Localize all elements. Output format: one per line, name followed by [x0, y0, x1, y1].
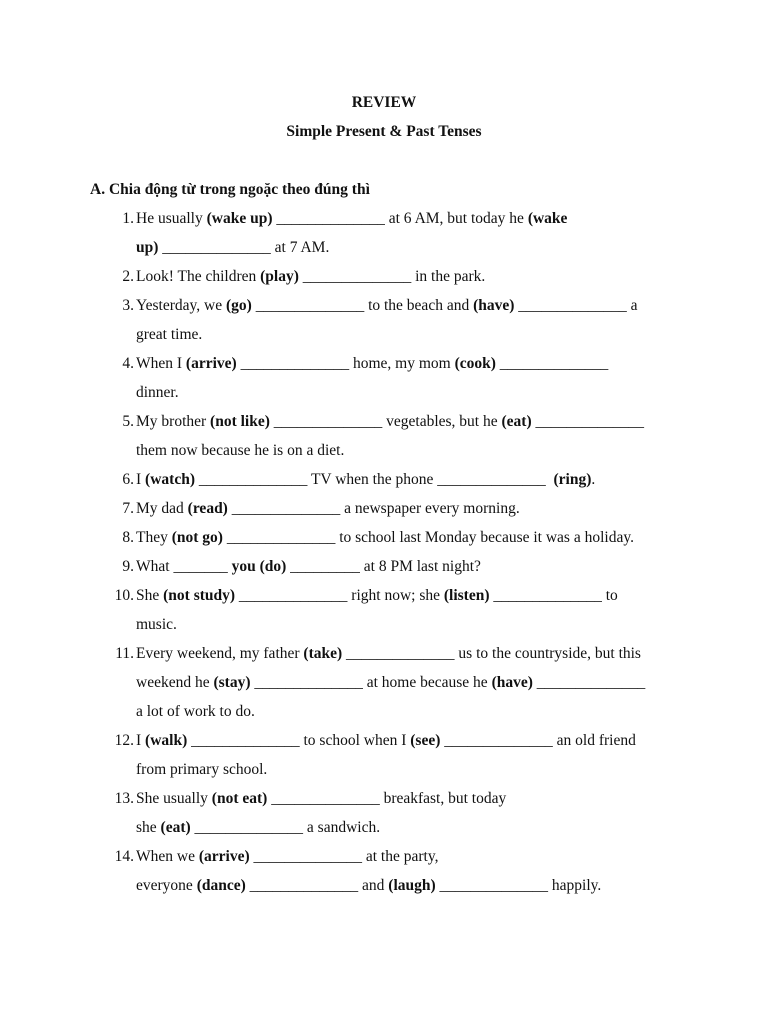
verb-cue: (walk)	[145, 732, 188, 749]
exercise-text: ______________ us to the countryside, but this	[342, 645, 641, 662]
verb-cue: (ring)	[553, 471, 592, 488]
section-a-heading: A. Chia động từ trong ngoặc theo đúng thì	[90, 181, 370, 198]
verb-cue: (not go)	[171, 529, 223, 546]
exercise-line	[136, 731, 636, 751]
exercise-text: When I	[136, 355, 186, 372]
verb-cue: (not eat)	[211, 790, 268, 807]
exercise-text: ______________	[532, 674, 646, 691]
verb-cue: (stay)	[213, 674, 251, 691]
verb-cue: (cook)	[454, 355, 496, 372]
exercise-line	[136, 818, 380, 838]
exercise-line	[136, 441, 344, 461]
exercise-line	[136, 789, 506, 809]
exercise-line	[136, 615, 177, 635]
item-number: 5.	[122, 413, 134, 430]
document-subtitle: Simple Present & Past Tenses	[286, 123, 482, 140]
item-number: 7.	[122, 500, 134, 517]
exercise-text: My dad	[136, 500, 188, 517]
exercise-text: ______________ to school when I	[187, 732, 411, 749]
exercise-line	[136, 238, 329, 258]
document-title: REVIEW	[351, 94, 417, 111]
exercise-text: from primary school.	[136, 761, 268, 778]
exercise-line	[136, 528, 634, 548]
exercise-text: ______________ breakfast, but today	[267, 790, 507, 807]
verb-cue: (watch)	[145, 471, 195, 488]
exercise-text: ______________ right now; she	[235, 587, 444, 604]
verb-cue: (see)	[410, 732, 441, 749]
exercise-text: ______________	[531, 413, 644, 430]
verb-cue: (read)	[187, 500, 228, 517]
item-number: 13.	[114, 790, 134, 807]
verb-cue: (play)	[260, 268, 299, 285]
exercise-line	[136, 412, 644, 432]
verb-cue: (not like)	[210, 413, 270, 430]
exercise-text: ______________ vegetables, but he	[269, 413, 502, 430]
exercise-line	[136, 499, 520, 519]
item-number: 2.	[122, 268, 134, 285]
exercise-text: weekend he	[136, 674, 214, 691]
item-number: 6.	[122, 471, 134, 488]
exercise-line	[136, 644, 641, 664]
exercise-text: ______________ in the park.	[298, 268, 486, 285]
exercise-text: everyone	[136, 877, 197, 894]
exercise-text: I	[136, 732, 146, 749]
exercise-text: Every weekend, my father	[136, 645, 304, 662]
exercise-text: My brother	[136, 413, 211, 430]
exercise-line	[136, 847, 438, 867]
exercise-line	[136, 354, 608, 374]
exercise-line	[136, 383, 179, 403]
exercise-text: He usually	[136, 210, 207, 227]
exercise-text: ______________ happily.	[435, 877, 602, 894]
verb-cue: (take)	[303, 645, 343, 662]
verb-cue: (go)	[225, 297, 252, 314]
verb-cue: (arrive)	[185, 355, 237, 372]
verb-cue: (eat)	[501, 413, 532, 430]
verb-cue: (dance)	[196, 877, 246, 894]
exercise-line	[136, 876, 601, 896]
exercise-text: _________ at 8 PM last night?	[286, 558, 481, 575]
exercise-text: a lot of work to do.	[136, 703, 255, 720]
exercise-line	[136, 470, 595, 490]
exercise-text: ______________ to	[489, 587, 618, 604]
verb-cue: (laugh)	[388, 877, 436, 894]
exercise-line	[136, 760, 267, 780]
exercise-text: ______________ home, my mom	[236, 355, 455, 372]
verb-cue: (wake up)	[206, 210, 273, 227]
exercise-text: ______________ at home because he	[250, 674, 492, 691]
exercise-text: ______________ TV when the phone ______________	[194, 471, 554, 488]
exercise-text: .	[591, 471, 596, 488]
verb-cue: (eat)	[160, 819, 191, 836]
exercise-text: What _______	[136, 558, 232, 575]
exercise-line	[136, 267, 485, 287]
verb-cue: (have)	[473, 297, 515, 314]
exercise-text: She usually	[136, 790, 212, 807]
exercise-text: ______________ at 6 AM, but today he	[272, 210, 528, 227]
exercise-line	[136, 325, 202, 345]
verb-cue: (listen)	[443, 587, 490, 604]
exercise-text: ______________ a sandwich.	[190, 819, 381, 836]
exercise-line	[136, 209, 567, 229]
item-number: 10.	[114, 587, 134, 604]
verb-cue: (not study)	[163, 587, 236, 604]
exercise-text: Look! The children	[136, 268, 261, 285]
exercise-text: ______________	[495, 355, 609, 372]
exercise-text: them now because he is on a diet.	[136, 442, 345, 459]
exercise-text: ______________ to the beach and	[251, 297, 474, 314]
exercise-text: ______________ a	[514, 297, 638, 314]
exercise-line	[136, 586, 618, 606]
item-number: 12.	[114, 732, 134, 749]
verb-cue: (arrive)	[198, 848, 250, 865]
verb-cue: (have)	[491, 674, 533, 691]
exercise-line	[136, 296, 638, 316]
exercise-text: ______________ a newspaper every morning.	[227, 500, 520, 517]
exercise-text: ______________ and	[245, 877, 389, 894]
item-number: 9.	[122, 558, 134, 575]
verb-cue: you (do)	[231, 558, 287, 575]
exercise-text: great time.	[136, 326, 203, 343]
exercise-text: They	[136, 529, 172, 546]
item-number: 14.	[114, 848, 134, 865]
exercise-text: ______________ an old friend	[440, 732, 636, 749]
item-number: 3.	[122, 297, 134, 314]
exercise-text: ______________ at the party,	[249, 848, 439, 865]
exercise-text: music.	[136, 616, 177, 633]
exercise-text: dinner.	[136, 384, 179, 401]
exercise-text: She	[136, 587, 164, 604]
exercise-text: I	[136, 471, 146, 488]
exercise-text: Yesterday, we	[136, 297, 226, 314]
verb-cue: (wake	[527, 210, 568, 227]
item-number: 1.	[122, 210, 134, 227]
item-number: 8.	[122, 529, 134, 546]
exercise-line	[136, 557, 481, 577]
exercise-text: When we	[136, 848, 199, 865]
item-number: 11.	[115, 645, 134, 662]
item-number: 4.	[122, 355, 134, 372]
exercise-text: ______________ to school last Monday because it was a holiday.	[222, 529, 634, 546]
verb-cue: up)	[136, 239, 159, 256]
exercise-line	[136, 702, 255, 722]
exercise-line	[136, 673, 645, 693]
exercise-text: ______________ at 7 AM.	[158, 239, 330, 256]
exercise-text: she	[136, 819, 161, 836]
